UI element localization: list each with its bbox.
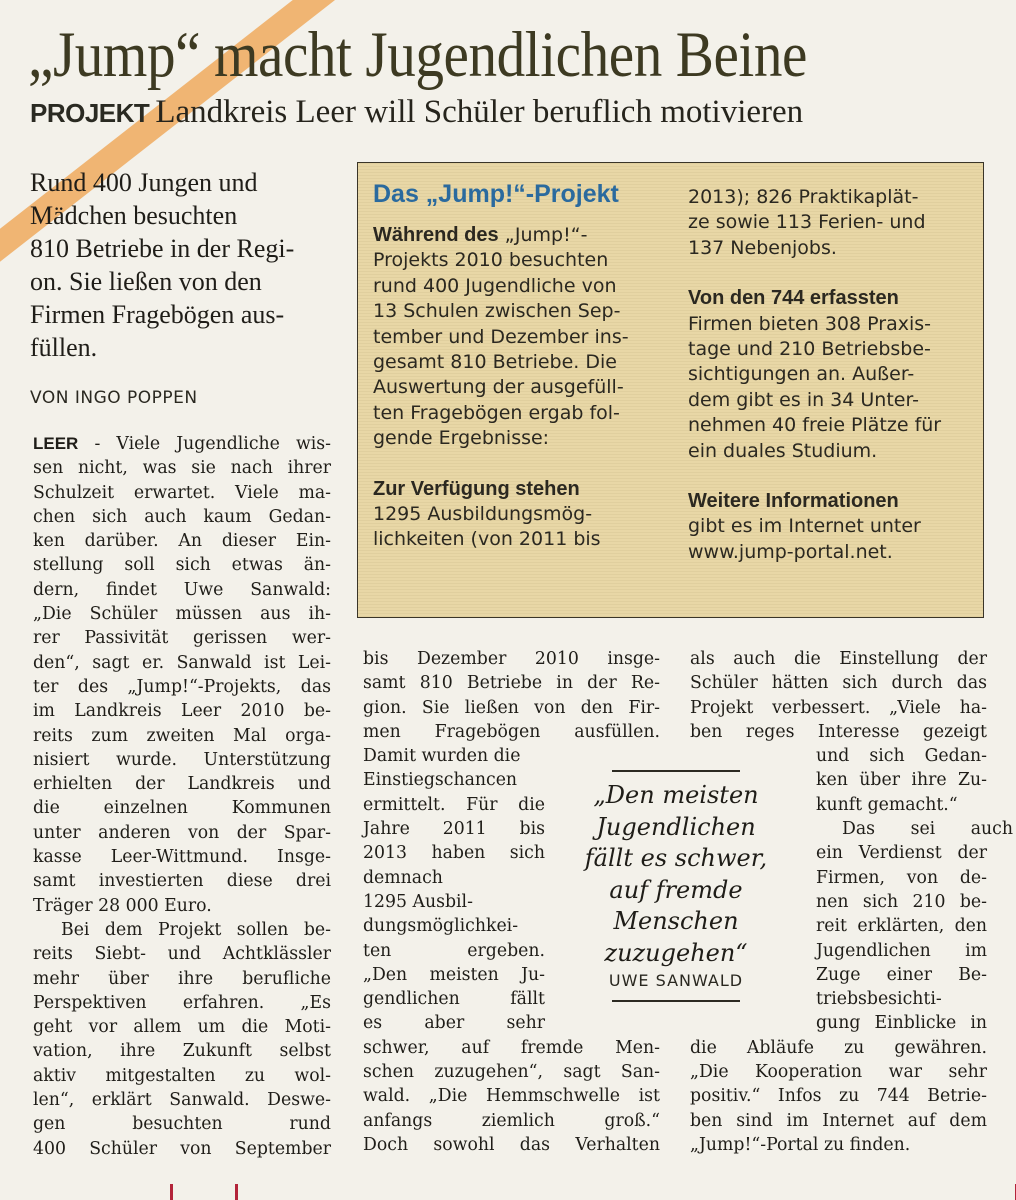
text-line: gibt es im Internet unter — [688, 515, 921, 538]
text-line: „Jump!“- — [498, 224, 588, 246]
lead-line: Firmen Fragebögen aus- — [30, 300, 285, 329]
text-line: Doch sowohl das Verhalten — [363, 1134, 660, 1155]
text-line: 2013); 826 Praktikaplät- — [688, 186, 919, 208]
red-crop-mark — [170, 1184, 173, 1200]
text-line: lichkeiten (von 2011 bis — [373, 528, 601, 551]
quote-speaker: UWE SANWALD — [608, 971, 744, 990]
text-line: triebsbesichti- — [816, 989, 942, 1010]
quote-line: Menschen — [613, 907, 739, 935]
text-line: kasse Leer-Wittmund. Insge- — [33, 847, 331, 868]
lead-line: füllen. — [30, 333, 98, 362]
text-line: sen nicht, was sie nach ihrer — [33, 458, 331, 479]
text-line: sichtigungen an. Außer- — [688, 363, 915, 386]
text-line: ken darüber. An dieser Ein- — [33, 531, 331, 552]
text-line: ken über ihre Zu- — [816, 770, 987, 791]
text-line: Jugendlichen im — [816, 940, 987, 961]
text-line: ben sind im Internet auf dem — [690, 1110, 987, 1131]
dateline: LEER — [33, 434, 79, 453]
text-line: Bei dem Projekt sollen be- — [61, 919, 331, 940]
quote-line: fällt es schwer, — [584, 844, 768, 872]
text-line: reits Siebt- und Achtklässler — [33, 944, 331, 965]
info-box — [357, 162, 984, 618]
text-line: dungsmöglichkei- — [363, 916, 519, 937]
info-box-title: Das „Jump!“-Projekt — [373, 180, 619, 208]
text-line: es aber sehr — [363, 1013, 545, 1034]
text-line: Firmen bieten 308 Praxis- — [688, 312, 931, 335]
text-line: demnach — [363, 867, 443, 888]
text-line: rer Passivität gerissen wer- — [33, 628, 331, 649]
text-line: kunft gemacht.“ — [816, 794, 958, 815]
text-line: reits zum zweiten Mal orga- — [33, 725, 331, 746]
text-line: schwer, auf fremde Men- — [363, 1037, 660, 1058]
text-line: gendlichen fällt — [363, 989, 545, 1010]
kicker: PROJEKT — [30, 98, 150, 128]
text-line: gesamt 810 Betriebe. Die — [373, 351, 617, 374]
text-line: Jahre 2011 bis — [363, 819, 545, 840]
subheadline — [30, 94, 803, 131]
section-heading: Zur Verfügung stehen — [373, 477, 580, 500]
text-line: Auswertung der ausgefüll- — [373, 376, 624, 399]
text-line: „Den meisten Ju- — [363, 964, 545, 985]
text-line: „Jump!“-Portal zu finden. — [690, 1134, 911, 1155]
quote-line: zuzugehen“ — [604, 938, 748, 967]
lead-line: on. Sie ließen von den — [30, 267, 262, 296]
text-line: nehmen 40 freie Plätze für — [688, 414, 942, 437]
text-line: unter anderen von der Spar- — [33, 822, 331, 843]
text-line: Projekt verbessert. „Viele ha- — [690, 697, 987, 718]
text-line: samt 810 Betriebe in der Re- — [363, 673, 660, 694]
info-box-column-2 — [688, 185, 968, 565]
text-line: und sich Gedan- — [816, 746, 987, 767]
text-line: ten Fragebögen ergab fol- — [373, 401, 620, 424]
section-heading: Von den 744 erfassten — [688, 287, 899, 310]
text-line: vation, ihre Zukunft selbst — [33, 1041, 331, 1062]
text-line: Firmen, von de- — [816, 867, 987, 888]
text-line: bis Dezember 2010 insge- — [363, 649, 660, 669]
text-line: schen zuzugehen“, sagt San- — [363, 1062, 660, 1083]
text-line: tage und 210 Betriebsbe- — [688, 338, 931, 361]
text-line: men Fragebögen ausfüllen. — [363, 721, 660, 742]
text-line: reit erklärten, den — [816, 916, 987, 937]
lead-paragraph — [30, 166, 330, 364]
text-line: rund 400 Jugendliche von — [373, 274, 617, 297]
text-line: mehr über ihre berufliche — [33, 968, 331, 989]
text-line: Zuge einer Be- — [816, 964, 987, 985]
link-text: www.jump-portal.net. — [688, 540, 893, 563]
lead-line: Mädchen besuchten — [30, 201, 238, 230]
text-line: ze sowie 113 Ferien- und — [688, 211, 926, 234]
info-box-column-1 — [373, 179, 653, 553]
quote-line: „Den meisten — [593, 781, 759, 809]
text-line: 2013 haben sich — [363, 843, 545, 864]
text-line: anfangs ziemlich groß.“ — [363, 1110, 660, 1131]
text-line: erhielten der Landkreis und — [33, 774, 331, 795]
quote-line: Jugendlichen — [596, 812, 756, 841]
text-line: dem gibt es in 34 Unter- — [688, 388, 919, 411]
text-line: 1295 Ausbildungsmög- — [373, 503, 593, 526]
text-line: stellung soll sich etwas än- — [33, 555, 331, 576]
text-line: Träger 28 000 Euro. — [33, 895, 212, 916]
text-line: 137 Nebenjobs. — [688, 236, 837, 259]
text-line: samt investierten diese drei — [33, 871, 331, 892]
text-line: ermittelt. Für die — [363, 794, 545, 815]
text-line: wald. „Die Hemmschwelle ist — [363, 1086, 660, 1107]
deck: Landkreis Leer will Schüler beruflich motivieren — [155, 94, 804, 130]
text-line: „Die Kooperation war sehr — [690, 1062, 987, 1083]
text-line: gung Einblicke in — [816, 1013, 987, 1034]
text-line: als auch die Einstellung der — [690, 649, 987, 669]
text-line: Projekts 2010 besuchten — [373, 249, 609, 272]
text-line: gen besuchten rund — [33, 1114, 331, 1135]
text-line: ter des „Jump!“-Projekts, das — [33, 676, 331, 697]
text-line: 1295 Ausbil- — [363, 891, 473, 912]
article-column-3 — [690, 647, 1013, 1157]
lead-line: Rund 400 Jungen und — [30, 168, 258, 197]
section-heading: Während des — [373, 224, 499, 246]
text-line: chen sich auch kaum Gedan- — [33, 506, 331, 527]
text-line: gende Ergebnisse: — [373, 427, 550, 450]
text-line: dern, findet Uwe Sanwald: — [33, 579, 331, 600]
text-line: den“, sagt er. Sanwald ist Lei- — [33, 652, 331, 673]
text-line: len“, erklärt Sanwald. Deswe- — [33, 1090, 331, 1111]
text-line: aktiv mitgestalten zu wol- — [33, 1065, 331, 1086]
quote-line: auf fremde — [609, 875, 743, 904]
lead-line: 810 Betriebe in der Regi- — [30, 234, 295, 263]
article-column-1 — [33, 432, 331, 1161]
text-line: Schulzeit erwartet. Viele ma- — [33, 482, 331, 503]
text-line: die einzelnen Kommunen — [33, 798, 331, 819]
text-line: Damit wurden die — [363, 746, 521, 767]
headline: „Jump“ macht Jugendlichen Beine — [28, 19, 807, 91]
red-crop-mark — [235, 1184, 238, 1200]
text-line: ein duales Studium. — [688, 439, 878, 462]
text-line: geht vor allem um die Moti- — [33, 1017, 331, 1038]
section-heading: Weitere Informationen — [688, 490, 899, 513]
text-line: die Abläufe zu gewähren. — [690, 1037, 987, 1058]
text-line: Einstiegschancen — [363, 770, 518, 791]
text-line: nen sich 210 be- — [816, 891, 987, 912]
text-line: positiv.“ Infos zu 744 Betrie- — [690, 1086, 987, 1107]
text-line: Schüler hätten sich durch das — [690, 673, 987, 694]
text-line: „Die Schüler müssen aus ih- — [33, 604, 331, 625]
text-line: gion. Sie ließen von den Fir- — [363, 697, 660, 718]
text-line: nisiert wurde. Unterstützung — [33, 749, 331, 770]
text-line: Perspektiven erfahren. „Es — [33, 992, 331, 1013]
text-line: 400 Schüler von September — [33, 1138, 331, 1159]
text-line: 13 Schulen zwischen Sep- — [373, 300, 621, 323]
text-line: - Viele Jugendliche wis- — [78, 434, 331, 454]
text-line: ten ergeben. — [363, 940, 545, 961]
text-line: tember und Dezember ins- — [373, 325, 629, 348]
text-line: ben reges Interesse gezeigt — [690, 721, 987, 742]
text-line: ein Verdienst der — [816, 843, 987, 864]
text-line: im Landkreis Leer 2010 be- — [33, 701, 331, 722]
byline: VON INGO POPPEN — [30, 388, 198, 408]
text-line: Das sei auch — [842, 819, 1013, 840]
